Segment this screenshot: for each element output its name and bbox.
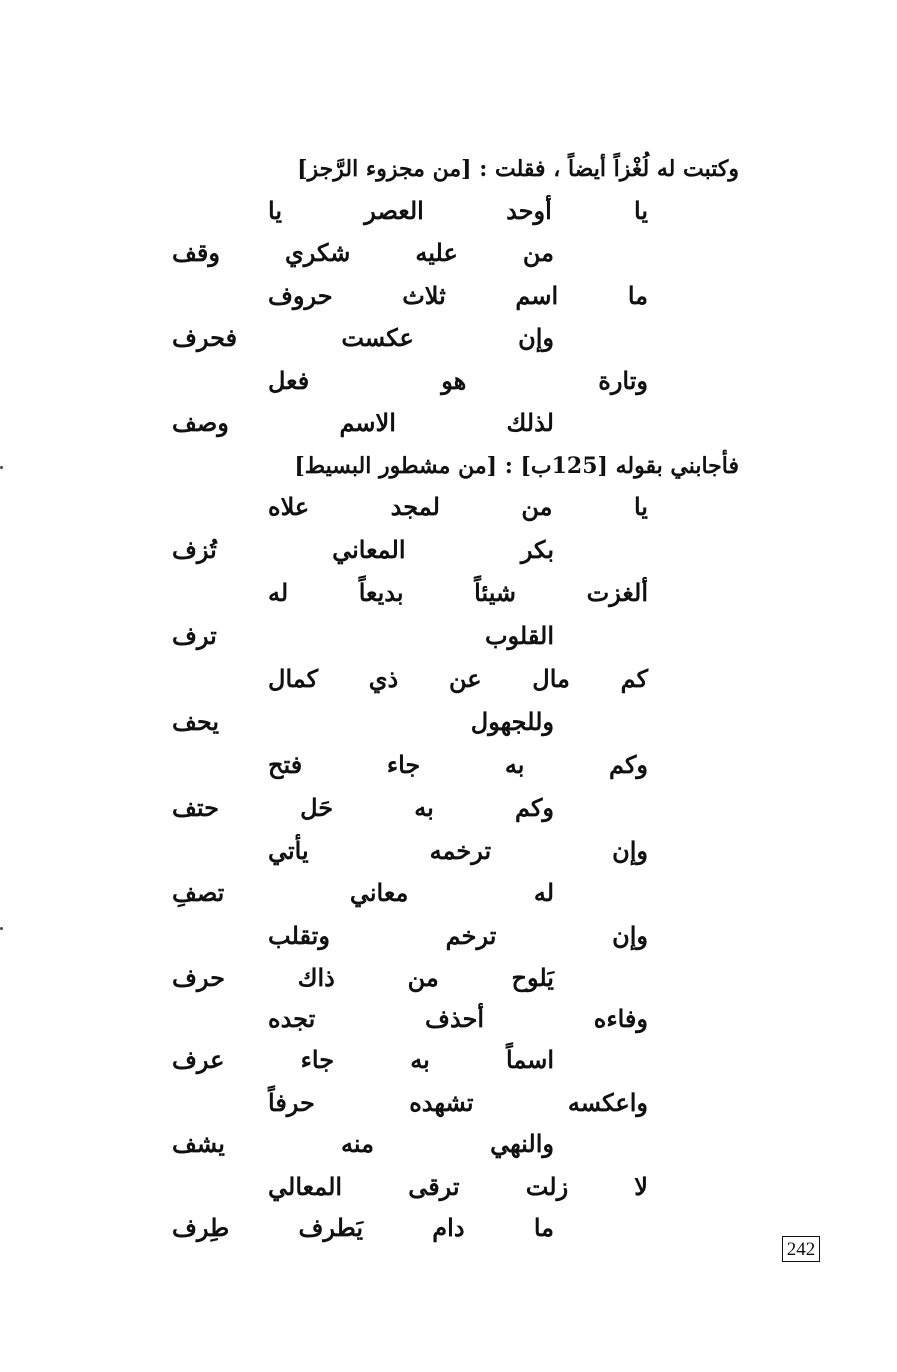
scan-speck xyxy=(0,466,3,469)
verse-line: يا أوحد العصر يا xyxy=(268,196,648,225)
intro-line-2: فأجابني بقوله [125ب] : [من مشطور البسيط] xyxy=(294,453,739,479)
verse-line: ما اسم ثلاث حروف xyxy=(268,281,648,310)
verse-line: وإن ترخمه يأتي xyxy=(268,836,648,865)
verse-line: ما دام يَطرف طِرف xyxy=(172,1213,554,1242)
verse-line: كم مال عن ذي كمال xyxy=(268,664,648,693)
verse-line: وفاءه أحذف تجده xyxy=(268,1004,648,1033)
verse-line: والنهي منه يشف xyxy=(172,1129,554,1158)
verse-line: بكر المعاني تُزف xyxy=(172,535,554,564)
scan-speck xyxy=(0,927,3,930)
verse-line: له معاني تصفِ xyxy=(172,878,554,907)
verse-line: وإن عكست فحرف xyxy=(172,323,554,352)
verse-line: يا من لمجد علاه xyxy=(268,492,648,521)
verse-line: ألغزت شيئاً بديعاً له xyxy=(268,578,648,607)
verse-line: من عليه شكري وقف xyxy=(172,238,554,267)
verse-line: وكم به جاء فتح xyxy=(268,750,648,779)
verse-line: القلوب ترف xyxy=(172,621,554,650)
verse-line: وإن ترخم وتقلب xyxy=(268,921,648,950)
verse-line: يَلوح من ذاك حرف xyxy=(172,963,554,992)
verse-line: اسماً به جاء عرف xyxy=(172,1045,554,1074)
verse-line: لذلك الاسم وصف xyxy=(172,408,554,437)
page-number: 242 xyxy=(782,1236,820,1262)
verse-line: لا زلت ترقى المعالي xyxy=(268,1172,648,1201)
verse-line: وتارة هو فعل xyxy=(268,366,648,395)
intro-line-1: وكتبت له لُغْزاً أيضاً ، فقلت : [من مجزوء الرَّجز] xyxy=(297,156,739,182)
verse-line: واعكسه تشهده حرفاً xyxy=(268,1088,648,1117)
verse-line: وللجهول يحف xyxy=(172,707,554,736)
verse-line: وكم به حَل حتف xyxy=(172,793,554,822)
